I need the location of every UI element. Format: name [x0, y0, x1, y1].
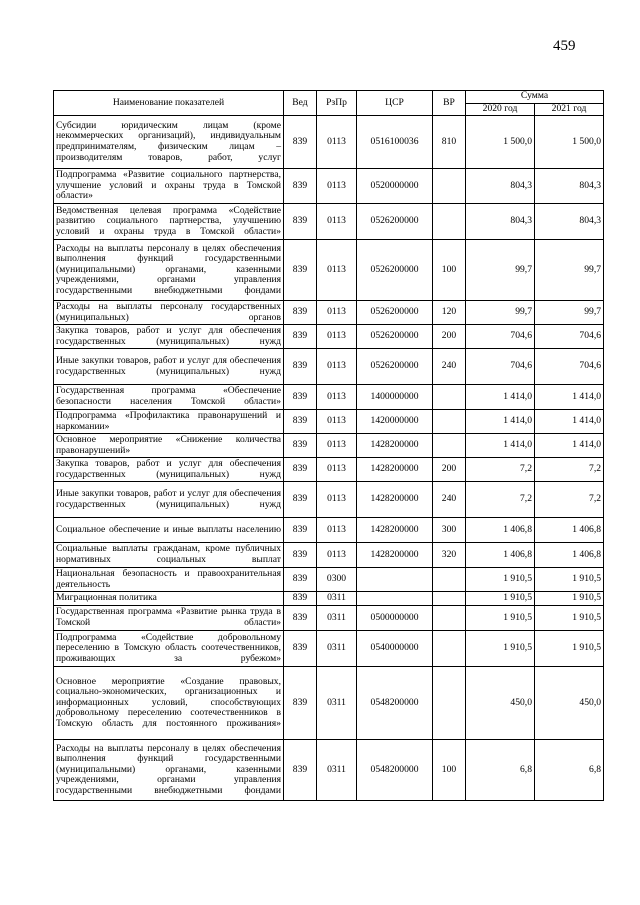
- row-2020: 7,2: [466, 458, 535, 482]
- header-2021: 2021 год: [535, 103, 604, 116]
- row-csr: 1428200000: [357, 482, 433, 518]
- row-vr: 240: [433, 482, 466, 518]
- row-vr: [433, 410, 466, 434]
- row-vr: [433, 667, 466, 740]
- row-vr: [433, 169, 466, 204]
- header-row: [54, 91, 604, 104]
- row-2021: 1 414,0: [535, 434, 604, 458]
- header-sum: Сумма: [466, 91, 604, 104]
- table-row: [54, 385, 604, 410]
- row-2021: 1 910,5: [535, 592, 604, 606]
- table-row: [54, 631, 604, 667]
- row-ved: 839: [284, 385, 317, 410]
- table-row: [54, 740, 604, 801]
- row-name: Подпрограмма «Развитие социального партнерства, улучшение условий и охраны труда в Томской области»: [54, 169, 284, 204]
- page-number: 459: [553, 38, 576, 54]
- row-2020: 1 414,0: [466, 385, 535, 410]
- row-rzpr: 0311: [317, 631, 357, 667]
- row-rzpr: 0113: [317, 518, 357, 543]
- row-vr: 120: [433, 301, 466, 325]
- row-ved: 839: [284, 116, 317, 169]
- row-rzpr: 0113: [317, 458, 357, 482]
- table-row: [54, 325, 604, 349]
- row-2020: 99,7: [466, 240, 535, 301]
- row-ved: 839: [284, 740, 317, 801]
- table-row: [54, 349, 604, 385]
- header-2020: 2020 год: [466, 103, 535, 116]
- row-ved: 839: [284, 325, 317, 349]
- row-2021: 1 910,5: [535, 568, 604, 592]
- row-csr: [357, 592, 433, 606]
- row-rzpr: 0113: [317, 482, 357, 518]
- table-row: [54, 116, 604, 169]
- table-row: [54, 169, 604, 204]
- row-vr: [433, 434, 466, 458]
- row-2020: 1 500,0: [466, 116, 535, 169]
- row-2020: 1 414,0: [466, 434, 535, 458]
- row-name: Ведомственная целевая программа «Содействие развитию социального партнерства, улучшению условий и охраны труда в Томской области»: [54, 204, 284, 240]
- header-csr: ЦСР: [357, 91, 433, 116]
- table-row: [54, 434, 604, 458]
- row-csr: 0548200000: [357, 667, 433, 740]
- row-csr: 1428200000: [357, 518, 433, 543]
- row-2021: 99,7: [535, 301, 604, 325]
- row-csr: 1420000000: [357, 410, 433, 434]
- row-csr: 0526200000: [357, 240, 433, 301]
- row-ved: 839: [284, 568, 317, 592]
- row-rzpr: 0113: [317, 116, 357, 169]
- row-csr: 0540000000: [357, 631, 433, 667]
- row-rzpr: 0113: [317, 204, 357, 240]
- row-2021: 1 910,5: [535, 606, 604, 631]
- table-row: [54, 667, 604, 740]
- row-vr: [433, 568, 466, 592]
- row-vr: 100: [433, 240, 466, 301]
- row-rzpr: 0113: [317, 543, 357, 568]
- row-2020: 804,3: [466, 204, 535, 240]
- row-csr: 0526200000: [357, 349, 433, 385]
- row-2020: 1 406,8: [466, 518, 535, 543]
- row-name: Социальные выплаты гражданам, кроме публичных нормативных социальных выплат: [54, 543, 284, 568]
- row-2020: 6,8: [466, 740, 535, 801]
- row-2020: 1 910,5: [466, 592, 535, 606]
- row-ved: 839: [284, 631, 317, 667]
- row-2021: 450,0: [535, 667, 604, 740]
- row-csr: 0526200000: [357, 325, 433, 349]
- row-name: Субсидии юридическим лицам (кроме некоммерческих организаций), индивидуальным предпринимателям, физическим лицам – производителям товаров, работ, услуг: [54, 116, 284, 169]
- row-vr: [433, 592, 466, 606]
- row-rzpr: 0113: [317, 240, 357, 301]
- row-ved: 839: [284, 667, 317, 740]
- row-2021: 1 910,5: [535, 631, 604, 667]
- row-name: Расходы на выплаты персоналу в целях обеспечения выполнения функций государственными (муниципальными) органами, казенными учреждениями, органами управления государственными внебюджетными фондами: [54, 740, 284, 801]
- row-2021: 7,2: [535, 458, 604, 482]
- row-ved: 839: [284, 482, 317, 518]
- row-2020: 1 414,0: [466, 410, 535, 434]
- row-ved: 839: [284, 592, 317, 606]
- row-rzpr: 0300: [317, 568, 357, 592]
- table-row: [54, 568, 604, 592]
- row-ved: 839: [284, 543, 317, 568]
- row-rzpr: 0311: [317, 606, 357, 631]
- row-ved: 839: [284, 169, 317, 204]
- row-ved: 839: [284, 410, 317, 434]
- row-csr: 1400000000: [357, 385, 433, 410]
- row-name: Расходы на выплаты персоналу государственных (муниципальных) органов: [54, 301, 284, 325]
- table-row: [54, 518, 604, 543]
- table-row: [54, 482, 604, 518]
- row-2020: 704,6: [466, 325, 535, 349]
- row-csr: 0520000000: [357, 169, 433, 204]
- row-rzpr: 0113: [317, 301, 357, 325]
- row-2021: 1 406,8: [535, 543, 604, 568]
- row-name: Закупка товаров, работ и услуг для обеспечения государственных (муниципальных) нужд: [54, 458, 284, 482]
- row-name: Подпрограмма «Содействие добровольному переселению в Томскую область соотечественников, проживающих за рубежом»: [54, 631, 284, 667]
- row-ved: 839: [284, 434, 317, 458]
- row-ved: 839: [284, 301, 317, 325]
- row-2021: 1 500,0: [535, 116, 604, 169]
- row-vr: [433, 631, 466, 667]
- row-2021: 704,6: [535, 349, 604, 385]
- row-rzpr: 0113: [317, 434, 357, 458]
- table-row: [54, 410, 604, 434]
- header-rzpr: РзПр: [317, 91, 357, 116]
- row-vr: 810: [433, 116, 466, 169]
- row-name: Социальное обеспечение и иные выплаты населению: [54, 518, 284, 543]
- row-csr: 0500000000: [357, 606, 433, 631]
- row-rzpr: 0113: [317, 349, 357, 385]
- row-2021: 704,6: [535, 325, 604, 349]
- row-2020: 1 910,5: [466, 606, 535, 631]
- row-name: Миграционная политика: [54, 592, 284, 606]
- table-row: [54, 543, 604, 568]
- row-2020: 7,2: [466, 482, 535, 518]
- row-name: Основное мероприятие «Создание правовых, социально-экономических, организационных и информационных условий, способствующих добровольному переселению соотечественников в Томскую область для постоянного проживания»: [54, 667, 284, 740]
- header-vr: ВР: [433, 91, 466, 116]
- row-2021: 804,3: [535, 204, 604, 240]
- row-2021: 99,7: [535, 240, 604, 301]
- row-2020: 704,6: [466, 349, 535, 385]
- row-name: Государственная программа «Обеспечение безопасности населения Томской области»: [54, 385, 284, 410]
- row-name: Подпрограмма «Профилактика правонарушений и наркомании»: [54, 410, 284, 434]
- table-row: [54, 301, 604, 325]
- row-csr: 0516100036: [357, 116, 433, 169]
- row-csr: 1428200000: [357, 458, 433, 482]
- row-csr: 1428200000: [357, 543, 433, 568]
- row-csr: 0548200000: [357, 740, 433, 801]
- table-row: [54, 204, 604, 240]
- row-ved: 839: [284, 606, 317, 631]
- row-csr: 0526200000: [357, 204, 433, 240]
- table-row: [54, 592, 604, 606]
- row-ved: 839: [284, 349, 317, 385]
- row-name: Государственная программа «Развитие рынка труда в Томской области»: [54, 606, 284, 631]
- row-name: Иные закупки товаров, работ и услуг для обеспечения государственных (муниципальных) нужд: [54, 482, 284, 518]
- row-rzpr: 0311: [317, 592, 357, 606]
- row-name: Национальная безопасность и правоохранительная деятельность: [54, 568, 284, 592]
- row-vr: 300: [433, 518, 466, 543]
- row-2021: 1 414,0: [535, 410, 604, 434]
- row-name: Закупка товаров, работ и услуг для обеспечения государственных (муниципальных) нужд: [54, 325, 284, 349]
- row-name: Расходы на выплаты персоналу в целях обеспечения выполнения функций государственными (муниципальными) органами, казенными учреждениями, органами управления государственными внебюджетными фондами: [54, 240, 284, 301]
- row-vr: [433, 385, 466, 410]
- row-2020: 1 910,5: [466, 631, 535, 667]
- row-2020: 450,0: [466, 667, 535, 740]
- row-vr: 320: [433, 543, 466, 568]
- row-2021: 1 406,8: [535, 518, 604, 543]
- row-vr: 200: [433, 458, 466, 482]
- row-2020: 99,7: [466, 301, 535, 325]
- row-name: Иные закупки товаров, работ и услуг для обеспечения государственных (муниципальных) нужд: [54, 349, 284, 385]
- row-ved: 839: [284, 458, 317, 482]
- row-rzpr: 0113: [317, 169, 357, 204]
- row-vr: 240: [433, 349, 466, 385]
- header-name: Наименование показателей: [54, 91, 284, 116]
- row-rzpr: 0113: [317, 385, 357, 410]
- table-row: [54, 606, 604, 631]
- row-2021: 804,3: [535, 169, 604, 204]
- row-2020: 804,3: [466, 169, 535, 204]
- budget-table: [53, 90, 604, 801]
- row-vr: 100: [433, 740, 466, 801]
- row-csr: [357, 568, 433, 592]
- table-row: [54, 458, 604, 482]
- row-csr: 1428200000: [357, 434, 433, 458]
- row-2020: 1 910,5: [466, 568, 535, 592]
- row-ved: 839: [284, 204, 317, 240]
- header-ved: Вед: [284, 91, 317, 116]
- row-csr: 0526200000: [357, 301, 433, 325]
- row-rzpr: 0113: [317, 410, 357, 434]
- row-name: Основное мероприятие «Снижение количества правонарушений»: [54, 434, 284, 458]
- row-2020: 1 406,8: [466, 543, 535, 568]
- row-rzpr: 0311: [317, 667, 357, 740]
- row-vr: [433, 204, 466, 240]
- row-2021: 1 414,0: [535, 385, 604, 410]
- row-vr: [433, 606, 466, 631]
- row-rzpr: 0113: [317, 325, 357, 349]
- row-vr: 200: [433, 325, 466, 349]
- row-rzpr: 0311: [317, 740, 357, 801]
- row-2021: 7,2: [535, 482, 604, 518]
- row-2021: 6,8: [535, 740, 604, 801]
- table-row: [54, 240, 604, 301]
- row-ved: 839: [284, 240, 317, 301]
- row-ved: 839: [284, 518, 317, 543]
